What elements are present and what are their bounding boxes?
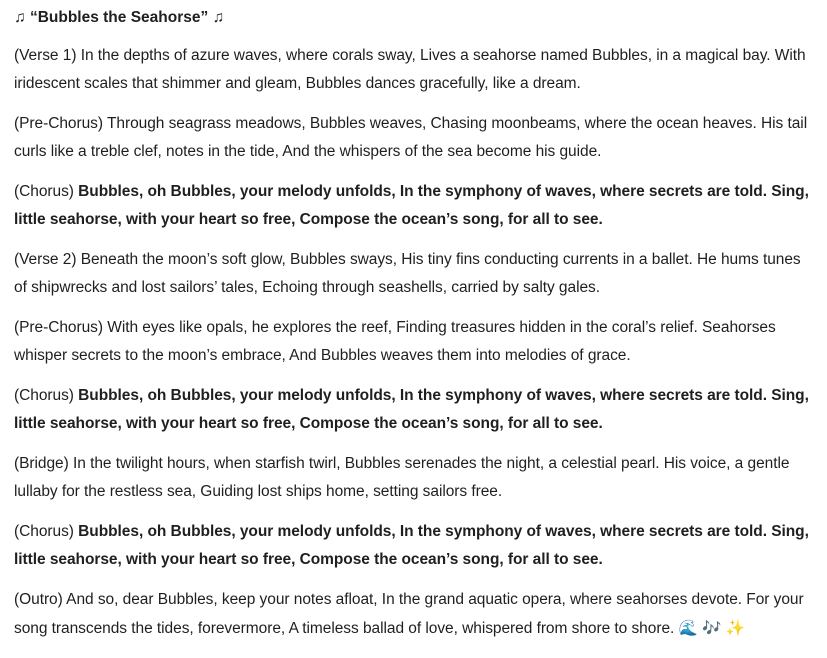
outro	[14, 586, 813, 643]
section-label: (Pre-Chorus)	[14, 319, 103, 336]
section-lyrics: In the twilight hours, when starfish twirl, Bubbles serenades the night, a celestial pearl. His voice, a gentle lullaby for the restless sea, Guiding lost ships home, setting sailors free.	[14, 455, 790, 500]
section-label: (Verse 1)	[14, 47, 77, 64]
verse-2	[14, 246, 813, 302]
section-label: (Chorus)	[14, 183, 74, 200]
wave-icon: 🌊	[678, 619, 698, 637]
section-label: (Verse 2)	[14, 251, 77, 268]
music-notes-icon: 🎶	[702, 619, 722, 637]
section-lyrics: Beneath the moon’s soft glow, Bubbles sways, His tiny fins conducting currents in a ballet. He hums tunes of shipwrecks and lost sailors’ tales, Echoing through seashells, carried by salty gales.	[14, 251, 801, 296]
section-lyrics: With eyes like opals, he explores the reef, Finding treasures hidden in the coral’s relief. Seahorses whisper secrets to the moon’s embrace, And Bubbles weaves them into melodies of grace.	[14, 319, 776, 364]
section-label: (Bridge)	[14, 455, 69, 472]
chorus-3	[14, 518, 813, 574]
section-lyrics: Through seagrass meadows, Bubbles weaves, Chasing moonbeams, where the ocean heaves. His tail curls like a treble clef, notes in the tide, And the whispers of the sea become his guide.	[14, 115, 808, 160]
music-note-icon: ♫	[212, 9, 225, 26]
music-note-icon: ♫	[14, 9, 26, 26]
section-lyrics: Bubbles, oh Bubbles, your melody unfolds, In the symphony of waves, where secrets are told. Sing, little seahorse, with your heart so free, Compose the ocean’s song, for all to see.	[14, 523, 809, 568]
section-lyrics: In the depths of azure waves, where corals sway, Lives a seahorse named Bubbles, in a magical bay. With iridescent scales that shimmer and gleam, Bubbles dances gracefully, like a dream.	[14, 47, 806, 92]
chorus-2	[14, 382, 813, 438]
section-label: (Outro)	[14, 591, 63, 608]
section-lyrics: Bubbles, oh Bubbles, your melody unfolds, In the symphony of waves, where secrets are told. Sing, little seahorse, with your heart so free, Compose the ocean’s song, for all to see.	[14, 183, 809, 228]
bridge	[14, 450, 813, 506]
chorus-1	[14, 178, 813, 234]
section-label: (Pre-Chorus)	[14, 115, 103, 132]
section-label: (Chorus)	[14, 387, 74, 404]
section-lyrics: Bubbles, oh Bubbles, your melody unfolds, In the symphony of waves, where secrets are told. Sing, little seahorse, with your heart so free, Compose the ocean’s song, for all to see.	[14, 387, 809, 432]
section-lyrics: And so, dear Bubbles, keep your notes afloat, In the grand aquatic opera, where seahorses devote. For your song transcends the tides, forevermore, A timeless ballad of love, whispered from shore to shore.	[14, 591, 804, 637]
section-label: (Chorus)	[14, 523, 74, 540]
sparkles-icon: ✨	[725, 619, 745, 637]
pre-chorus-2	[14, 314, 813, 370]
verse-1	[14, 42, 813, 98]
song-title-line	[14, 6, 813, 30]
song-title: “Bubbles the Seahorse”	[29, 9, 209, 26]
pre-chorus-1	[14, 110, 813, 166]
